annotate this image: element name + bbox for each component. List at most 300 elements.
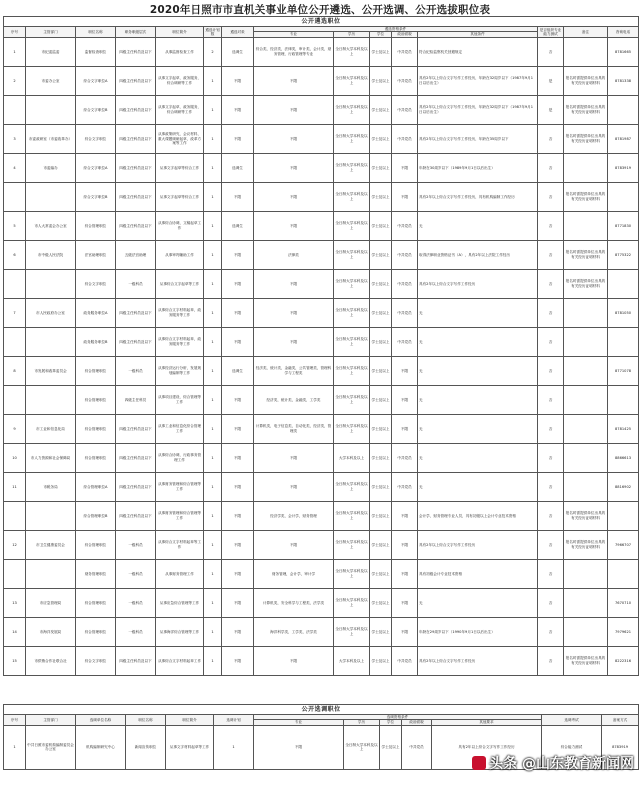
cell-plan: 1 — [204, 240, 222, 269]
cell-remark — [564, 298, 608, 327]
cell-seq: 15 — [4, 646, 26, 675]
cell-dept: 市海洋发展局 — [26, 617, 76, 646]
cell-test: 否 — [538, 182, 564, 211]
cell-level: 四级主任科员及以下 — [116, 66, 156, 95]
cell-degree: 学士及以上 — [370, 153, 392, 182]
cell-political: 中共党员 — [392, 443, 418, 472]
cell-desc: 从事文字起草等综合工作 — [156, 153, 204, 182]
cell-post: 政务服务职位B — [76, 327, 116, 356]
cell-post: 综合文字职位 — [76, 124, 116, 153]
cell-remark: 报名时需提供单位出具的有关经历证明材料 — [564, 182, 608, 211]
cell-phone: 8771078 — [608, 356, 639, 385]
cell-degree: 学士及以上 — [370, 617, 392, 646]
cell-seq — [4, 501, 26, 530]
cell-level: 一级科员 — [116, 617, 156, 646]
cell-degree: 学士及以上 — [370, 530, 392, 559]
cell-major: 不限 — [254, 327, 334, 356]
cell-edu: 大学本科及以上 — [334, 646, 370, 675]
cell-remark — [564, 37, 608, 66]
cell-degree: 学士及以上 — [370, 414, 392, 443]
cell-remark — [564, 617, 608, 646]
cell-desc: 从事综合协调，文稿起草工作 — [156, 211, 204, 240]
cell-other: 无 — [418, 211, 538, 240]
cell-major: 经济类，统计类，金融类，公共管理类，管理科学与工程类 — [254, 356, 334, 385]
table-row — [4, 588, 639, 617]
cell-major: 不限 — [254, 472, 334, 501]
cell-test: 否 — [538, 269, 564, 298]
cell-remark: 报名时需提供单位出具的有关经历证明材料 — [564, 240, 608, 269]
cell-major: 海洋科学类，工学类，法学类 — [254, 617, 334, 646]
header-target: 遴选对象 — [222, 27, 254, 38]
cell-seq: 11 — [4, 472, 26, 501]
cell-seq: 10 — [4, 443, 26, 472]
cell-major: 不限 — [254, 95, 334, 124]
table-row — [4, 66, 639, 95]
cell-plan: 1 — [204, 356, 222, 385]
header-political: 政治面貌 — [392, 32, 418, 37]
cell-major: 法律类 — [254, 240, 334, 269]
cell-degree: 学士及以上 — [370, 124, 392, 153]
cell-other: 年龄在30周岁以下（1989年9月1日以后出生） — [418, 153, 538, 182]
cell-seq: 2 — [4, 66, 26, 95]
cell-remark — [564, 559, 608, 588]
cell-plan: 1 — [204, 95, 222, 124]
cell-plan: 1 — [204, 153, 222, 182]
cell-seq: 4 — [4, 153, 26, 182]
cell-desc: 从事财务管理和综合管理等工作 — [156, 472, 204, 501]
cell-seq: 6 — [4, 240, 26, 269]
cell-post: 政务服务职位A — [76, 298, 116, 327]
cell-phone — [608, 327, 639, 356]
cell-test: 否 — [538, 588, 564, 617]
cell-major: 不限 — [254, 66, 334, 95]
cell-level: 一级科员 — [116, 269, 156, 298]
cell-test: 否 — [538, 501, 564, 530]
table-row — [4, 414, 639, 443]
header-conditions: 遴选资格条件 — [254, 27, 538, 32]
cell-desc: 从事项目建设，综合管理等工作 — [156, 385, 204, 414]
cell-plan: 2 — [204, 37, 222, 66]
cell-desc: 从事监督检查工作 — [156, 37, 204, 66]
cell-edu: 全日制大学本科及以上 — [334, 124, 370, 153]
cell-edu: 大学本科及以上 — [334, 443, 370, 472]
table-row — [4, 240, 639, 269]
cell-phone — [608, 269, 639, 298]
cell-other: 具有2年以上综合文字写作工作经历，年龄在32周岁以下（1987年9月1日以后出生） — [418, 95, 538, 124]
cell-degree: 学士及以上 — [370, 646, 392, 675]
cell-post: 综合文字职位 — [76, 269, 116, 298]
cell-political: 不限 — [392, 182, 418, 211]
cell-phone: 8781338 — [608, 66, 639, 95]
cell-test: 是 — [538, 95, 564, 124]
cell-post: 综合管理职位 — [76, 588, 116, 617]
cell-post: 综合管理职位 — [76, 617, 116, 646]
cell-target: 不限 — [222, 501, 254, 530]
cell-test: 否 — [538, 298, 564, 327]
header-degree: 学位 — [370, 32, 392, 37]
cell-level: 一级科员 — [116, 559, 156, 588]
cell-post: 财务管理职位 — [76, 559, 116, 588]
cell-level: 四级主任科员及以下 — [116, 298, 156, 327]
cell-test: 否 — [538, 530, 564, 559]
cell-political: 中共党员 — [392, 327, 418, 356]
cell-test: 否 — [538, 443, 564, 472]
cell-political: 中共党员 — [392, 298, 418, 327]
cell-phone — [608, 385, 639, 414]
cell-dept: 市人力资源和社会保障局 — [26, 443, 76, 472]
cell-other: 具有2年以上综合文字写作工作经历，年龄在32周岁以下（1987年9月1日以后出生） — [418, 66, 538, 95]
cell-desc: 从事综合协调，行政事务管理工作 — [156, 443, 204, 472]
cell-test: 是 — [538, 66, 564, 95]
cell-remark — [564, 211, 608, 240]
cell-degree: 学士及以上 — [370, 298, 392, 327]
cell-desc: 从事应急综合管理等工作 — [156, 588, 204, 617]
cell-level: 四级主任科员及以下 — [116, 501, 156, 530]
cell-plan: 1 — [204, 646, 222, 675]
cell-other: 具有初级会计专业技术资格 — [418, 559, 538, 588]
cell-edu: 全日制大学本科及以上 — [334, 153, 370, 182]
transfer-header-degree: 学位 — [380, 720, 402, 725]
cell-degree: 学士及以上 — [370, 501, 392, 530]
cell-seq: 1 — [4, 37, 26, 66]
cell-plan: 1 — [204, 472, 222, 501]
cell-level: 四级主任科员及以下 — [116, 124, 156, 153]
cell-major: 计算机类，安全科学与工程类，法学类 — [254, 588, 334, 617]
cell-target: 不限 — [222, 269, 254, 298]
cell-seq: 8 — [4, 356, 26, 385]
cell-phone: 8781050 — [608, 298, 639, 327]
cell-edu: 全日制大学本科及以上 — [334, 66, 370, 95]
cell-degree: 学士及以上 — [370, 327, 392, 356]
cell-phone: 8781425 — [608, 414, 639, 443]
cell-post: 综合文字职位A — [76, 153, 116, 182]
transfer-header-major: 专业 — [254, 720, 344, 725]
cell-post: 综合文字职位 — [76, 646, 116, 675]
cell-other: 无 — [418, 327, 538, 356]
cell-post: 法官助理职位 — [76, 240, 116, 269]
cell-remark: 报名时需提供单位出具的有关经历证明材料 — [564, 501, 608, 530]
cell-other: 具有2年以上综合文字写作工作经历 — [418, 646, 538, 675]
cell-degree: 学士及以上 — [370, 385, 392, 414]
cell-desc: 从事综合文字材料起草等工作 — [156, 530, 204, 559]
cell-desc: 从事文字起草等综合工作 — [156, 182, 204, 211]
cell-seq: 13 — [4, 588, 26, 617]
cell-test: 否 — [538, 240, 564, 269]
selection-table — [3, 16, 639, 676]
selection-section-title: 公开遴选职位 — [4, 17, 639, 27]
cell-remark — [564, 327, 608, 356]
cell-level: 一级科员 — [116, 356, 156, 385]
cell-level: 四级主任科员及以下 — [116, 327, 156, 356]
cell-post: 综合文字职位B — [76, 95, 116, 124]
cell-post: 综合管理职位B — [76, 501, 116, 530]
cell-seq — [4, 327, 26, 356]
cell-degree: 学士及以上 — [370, 37, 392, 66]
cell-plan: 1 — [204, 588, 222, 617]
cell-test: 否 — [538, 617, 564, 646]
cell-plan: 1 — [204, 211, 222, 240]
table-row — [4, 530, 639, 559]
cell-seq: 12 — [4, 530, 26, 559]
cell-dept — [26, 269, 76, 298]
table-row — [4, 298, 639, 327]
cell-post: 监督检查职位 — [76, 37, 116, 66]
cell-desc: 从事经济运行分析，发展规划编制等工作 — [156, 356, 204, 385]
cell-post: 综合管理职位A — [76, 472, 116, 501]
table-row — [4, 501, 639, 530]
cell-plan: 1 — [204, 617, 222, 646]
cell-test: 否 — [538, 356, 564, 385]
cell-dept — [26, 559, 76, 588]
header-major: 专业 — [254, 32, 334, 37]
cell-level: 四级主任科员及以下 — [116, 153, 156, 182]
cell-level: 四级主任科员及以下 — [116, 443, 156, 472]
cell-major: 不限 — [254, 153, 334, 182]
cell-phone — [608, 501, 639, 530]
cell-desc: 从事海洋综合管理等工作 — [156, 617, 204, 646]
table-row — [4, 95, 639, 124]
cell-phone: 8816902 — [608, 472, 639, 501]
transfer-header-edu: 学历 — [344, 720, 380, 725]
header-level: 职务职级层次 — [116, 27, 156, 38]
cell-major: 不限 — [254, 182, 334, 211]
cell-level: 四级主任科员及以下 — [116, 95, 156, 124]
cell-target: 不限 — [222, 124, 254, 153]
cell-target: 不限 — [222, 530, 254, 559]
cell-level: 四级主任科员及以下 — [116, 182, 156, 211]
cell-level: 四级主任科员及以下 — [116, 414, 156, 443]
cell-political: 不限 — [392, 414, 418, 443]
cell-political: 不限 — [392, 617, 418, 646]
cell-level: 四级主任科员 — [116, 385, 156, 414]
table-row — [4, 646, 639, 675]
header-post-name: 职位名称 — [76, 27, 116, 38]
cell-dept: 市发展和改革委员会 — [26, 356, 76, 385]
cell-major: 财务管理，会计学，审计学 — [254, 559, 334, 588]
cell-major: 不限 — [254, 269, 334, 298]
cell-phone: 8781665 — [608, 37, 639, 66]
cell-plan: 1 — [204, 298, 222, 327]
transfer-header-political: 政治面貌 — [402, 720, 432, 725]
cell-other: 具有2年以上综合文字写作工作经历 — [418, 269, 538, 298]
cell-test: 否 — [538, 414, 564, 443]
cell-plan: 1 — [204, 66, 222, 95]
transfer-header-unit: 选调单位名称 — [76, 715, 126, 726]
cell-major: 不限 — [254, 124, 334, 153]
cell-degree: 学士及以上 — [370, 182, 392, 211]
cell-post: 综合管理职位 — [76, 443, 116, 472]
header-post-desc: 职位简介 — [156, 27, 204, 38]
cell-remark: 报名时需提供单位出具的有关经历证明材料 — [564, 66, 608, 95]
transfer-header-exam: 选调考试 — [542, 715, 602, 726]
cell-desc: 从事综合文字起草等工作 — [156, 269, 204, 298]
cell-edu: 全日制大学本科及以上 — [334, 588, 370, 617]
header-interview: 是否组织专业能力测试 — [538, 27, 564, 38]
cell-phone: 8781987 — [608, 124, 639, 153]
cell-edu: 全日制大学本科及以上 — [334, 501, 370, 530]
cell-seq: 9 — [4, 414, 26, 443]
cell-other: 年龄在29周岁以下（1990年9月1日以后出生） — [418, 617, 538, 646]
cell-plan: 1 — [204, 501, 222, 530]
transfer-header-dept: 主管部门 — [26, 715, 76, 726]
cell-seq — [4, 269, 26, 298]
cell-target: 不限 — [222, 327, 254, 356]
cell-remark: 报名时需提供单位出具的有关经历证明材料 — [564, 269, 608, 298]
cell-political: 中共党员 — [392, 95, 418, 124]
cell-post: 综合管理职位 — [76, 211, 116, 240]
cell-phone: 7670710 — [608, 588, 639, 617]
cell-phone: 8866613 — [608, 443, 639, 472]
cell-desc: 从事文字材料起草等工作 — [166, 725, 214, 769]
cell-seq — [4, 182, 26, 211]
cell-target: 不限 — [222, 472, 254, 501]
cell-phone: 7966707 — [608, 530, 639, 559]
cell-phone: 8775322 — [608, 240, 639, 269]
header-remark: 备注 — [564, 27, 608, 38]
cell-post: 综合管理职位 — [76, 414, 116, 443]
cell-other: 取得法律职业资格证书（A），具有2年以上法院工作经历 — [418, 240, 538, 269]
cell-degree: 学士及以上 — [370, 588, 392, 617]
cell-major: 不限 — [254, 443, 334, 472]
cell-desc: 从事财务管理工作 — [156, 559, 204, 588]
cell-major: 不限 — [254, 298, 334, 327]
cell-desc: 从事审判辅助工作 — [156, 240, 204, 269]
cell-test: 否 — [538, 153, 564, 182]
cell-edu: 全日制大学本科及以上 — [334, 240, 370, 269]
cell-political: 中共党员 — [392, 211, 418, 240]
table-row — [4, 182, 639, 211]
cell-plan: 1 — [204, 269, 222, 298]
cell-desc: 从事综合文字材料起草，政务服务等工作 — [156, 327, 204, 356]
cell-other: 无 — [418, 443, 538, 472]
cell-edu: 全日制大学本科及以上 — [334, 617, 370, 646]
cell-phone: 8783919 — [608, 153, 639, 182]
cell-political: 中共党员 — [392, 37, 418, 66]
transfer-header-plan: 选调计划 — [214, 715, 254, 726]
cell-dept: 市供销合作社联合社 — [26, 646, 76, 675]
cell-edu: 全日制大学本科及以上 — [334, 182, 370, 211]
cell-edu: 全日制大学本科及以上 — [334, 472, 370, 501]
cell-target: 选调生 — [222, 211, 254, 240]
cell-plan: 1 — [204, 327, 222, 356]
cell-desc: 从事财务管理和综合管理等工作 — [156, 501, 204, 530]
cell-phone — [608, 182, 639, 211]
cell-dept: 市工业和信息化局 — [26, 414, 76, 443]
cell-seq — [4, 95, 26, 124]
cell-remark — [564, 588, 608, 617]
cell-post: 综合管理职位 — [76, 385, 116, 414]
watermark-text: 头条 @山东教育新闻网 — [489, 756, 634, 772]
table-row — [4, 37, 639, 66]
transfer-header-post-name: 职位名称 — [126, 715, 166, 726]
cell-major: 计算机类，电子信息类，自动化类，经济类，管理类 — [254, 414, 334, 443]
cell-other: 具有2年以上综合文字写作工作经历，年龄在35周岁以下 — [418, 124, 538, 153]
cell-plan: 1 — [204, 559, 222, 588]
cell-target: 不限 — [222, 414, 254, 443]
cell-political: 不限 — [392, 501, 418, 530]
cell-seq: 3 — [4, 124, 26, 153]
cell-political: 中共党员 — [392, 240, 418, 269]
cell-political: 不限 — [392, 559, 418, 588]
cell-target: 选调生 — [222, 37, 254, 66]
cell-test: 否 — [538, 385, 564, 414]
cell-test: 否 — [538, 124, 564, 153]
cell-degree: 学士及以上 — [380, 725, 402, 769]
cell-dept: 市委办公室 — [26, 66, 76, 95]
cell-edu: 全日制大学本科及以上 — [334, 211, 370, 240]
cell-plan: 1 — [214, 725, 254, 769]
cell-other: 无 — [418, 298, 538, 327]
cell-target: 不限 — [222, 646, 254, 675]
cell-edu: 全日制大学本科及以上 — [334, 298, 370, 327]
table-row — [4, 269, 639, 298]
cell-target: 不限 — [222, 66, 254, 95]
cell-test: 否 — [538, 646, 564, 675]
cell-edu: 全日制大学本科及以上 — [334, 414, 370, 443]
cell-other: 无 — [418, 356, 538, 385]
cell-other: 具有2年以上综合文字写作工作经历 — [418, 530, 538, 559]
cell-remark — [564, 385, 608, 414]
cell-political: 中共党员 — [392, 124, 418, 153]
cell-plan: 1 — [204, 530, 222, 559]
cell-political: 中共党员 — [402, 725, 432, 769]
cell-dept: 中共日照市委机构编制委员会办公室 — [26, 725, 76, 769]
cell-other: 无 — [418, 472, 538, 501]
cell-phone: 7979621 — [608, 617, 639, 646]
cell-dept — [26, 385, 76, 414]
cell-dept: 市应急管理局 — [26, 588, 76, 617]
cell-target: 不限 — [222, 588, 254, 617]
cell-target: 不限 — [222, 443, 254, 472]
transfer-header-seq: 序号 — [4, 715, 26, 726]
cell-desc: 从事文字起草，政务服务，综合调研等工作 — [156, 95, 204, 124]
cell-seq: 5 — [4, 211, 26, 240]
cell-exam: 综合能力测试 — [542, 725, 602, 769]
cell-target: 不限 — [222, 385, 254, 414]
cell-method: 8783919 — [602, 725, 639, 769]
cell-edu: 全日制大学本科及以上 — [334, 356, 370, 385]
transfer-header-post-desc: 职位简介 — [166, 715, 214, 726]
cell-level: 一级科员 — [116, 530, 156, 559]
cell-seq — [4, 559, 26, 588]
cell-level: 四级主任科员及以下 — [116, 472, 156, 501]
cell-seq: 7 — [4, 298, 26, 327]
cell-test: 否 — [538, 559, 564, 588]
cell-remark — [564, 414, 608, 443]
cell-remark: 报名时需提供单位出具的有关经历证明材料 — [564, 530, 608, 559]
watermark-logo-icon — [472, 756, 486, 770]
cell-level: 四级主任科员及以下 — [116, 211, 156, 240]
cell-political: 中共党员 — [392, 646, 418, 675]
cell-edu: 全日制大学本科及以上 — [334, 327, 370, 356]
cell-edu: 全日制大学本科及以上 — [344, 725, 380, 769]
table-row — [4, 153, 639, 182]
header-plan: 遴选计划数 — [205, 27, 220, 36]
cell-remark — [564, 472, 608, 501]
cell-major: 不限 — [254, 530, 334, 559]
table-row — [4, 356, 639, 385]
cell-degree: 学士及以上 — [370, 211, 392, 240]
cell-target: 不限 — [222, 240, 254, 269]
cell-plan: 1 — [204, 443, 222, 472]
transfer-header-other: 其他要求 — [432, 720, 542, 725]
cell-post: 综合管理职位 — [76, 530, 116, 559]
header-seq: 序号 — [4, 27, 26, 38]
cell-desc: 从事工业和信息化综合管理工作 — [156, 414, 204, 443]
cell-target: 不限 — [222, 559, 254, 588]
cell-dept: 市人大常委会办公室 — [26, 211, 76, 240]
header-edu: 学历 — [334, 32, 370, 37]
